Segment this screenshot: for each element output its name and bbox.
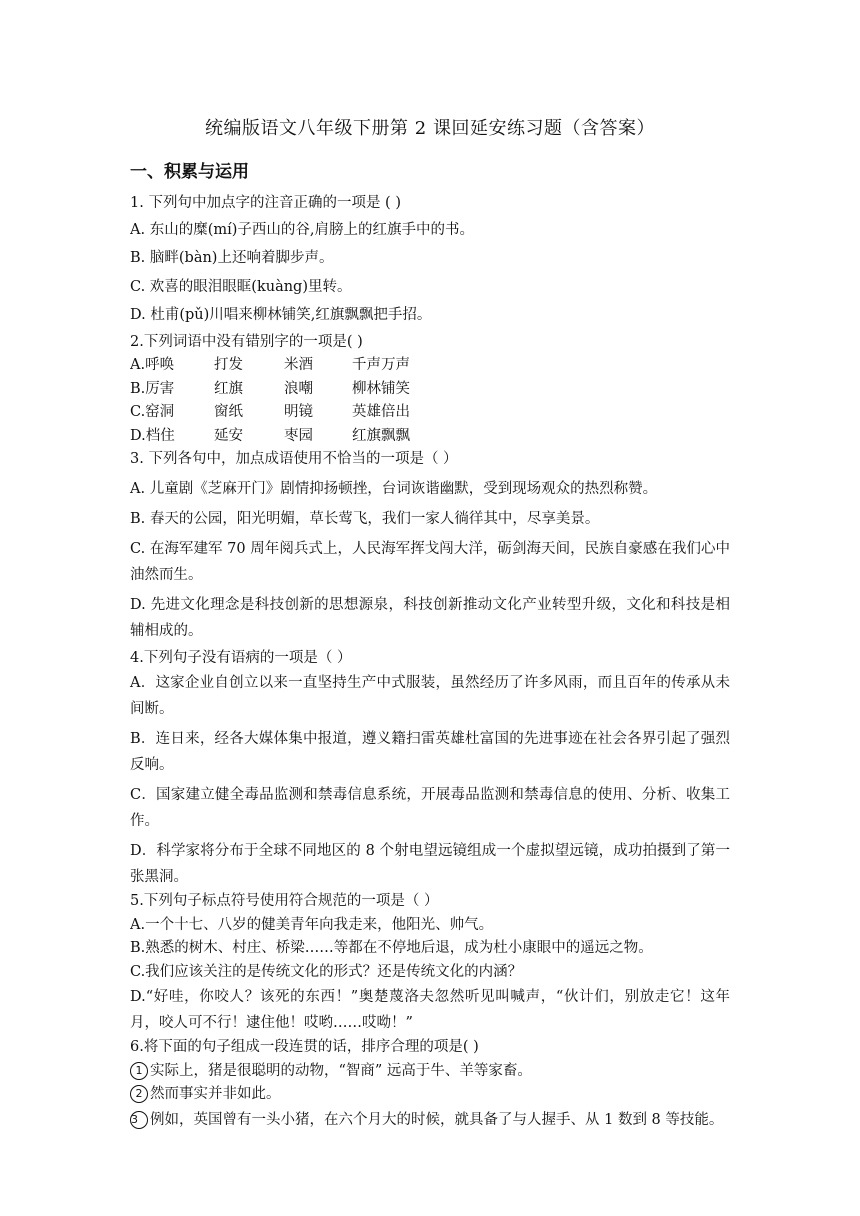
circled-number: 3 [130, 1111, 148, 1129]
question-6-item [130, 1083, 730, 1107]
option-word: C.窑洞 [130, 404, 175, 420]
question-5-option-b: B.熟悉的树木、村庄、桥梁……等都在不停地后退，成为杜小康眼中的遥远之物。 [130, 940, 653, 956]
question-2-stem: 2.下列词语中没有错别字的一项是( ) [130, 333, 363, 350]
question-3-option-d: D. 先进文化理念是科技创新的思想源泉，科技创新推动文化产业转型升级，文化和科技是相辅相成的。 [130, 596, 730, 639]
option-word: 米酒 [284, 357, 313, 373]
option-word: A.呼唤 [130, 357, 175, 373]
question-4-option-d: D．科学家将分布于全球不同地区的 8 个射电望远镜组成一个虚拟望远镜，成功拍摄到了第一张黑洞。 [130, 843, 730, 885]
question-5-option-c: C.我们应该关注的是传统文化的形式？还是传统文化的内涵？ [130, 963, 523, 980]
question-2-option-d [130, 425, 730, 449]
question-1-stem: 1. 下列句中加点字的注音正确的一项是 ( ) [130, 195, 401, 211]
question-6-item-text: 实际上，猪是很聪明的动物，“智商” 远高于牛、羊等家畜。 [150, 1062, 532, 1079]
question-6 [130, 1036, 730, 1133]
question-3-option-b: B. 春天的公园，阳光明媚，草长莺飞，我们一家人徜徉其中，尽享美景。 [130, 510, 600, 527]
option-word: 浪嘲 [284, 380, 313, 397]
question-2-option-a [130, 354, 730, 378]
option-word: 红旗飘飘 [352, 427, 410, 444]
question-3 [130, 448, 730, 644]
option-word: 明镜 [284, 404, 313, 420]
option-word: 柳林铺笑 [352, 380, 410, 397]
option-word: 英雄倍出 [352, 404, 410, 420]
question-2-option-b [130, 378, 730, 402]
question-2 [130, 331, 730, 449]
page-title: 统编版语文八年级下册第 2 课回延安练习题（含答案） [205, 118, 655, 139]
question-1-option-b: B. 脑畔(bàn)上还响着脚步声。 [130, 250, 334, 266]
option-word: 千声万声 [352, 357, 410, 373]
question-5-option-d: D.“好哇，你咬人？该死的东西！”奥楚蔑洛夫忽然听见叫喊声，“伙计们，别放走它！这年月，咬人可不行！逮住他！哎哟……哎呦！” [130, 989, 730, 1031]
option-word: 窗纸 [214, 404, 243, 420]
question-6-stem: 6.将下面的句子组成一段连贯的话，排序合理的项是( ) [130, 1039, 479, 1055]
section-heading: 一、积累与运用 [130, 162, 249, 182]
option-word: D.档住 [130, 427, 175, 444]
question-5-option-a: A.一个十七、八岁的健美青年向我走来，他阳光、帅气。 [130, 916, 494, 933]
question-3-option-c: C. 在海军建军 70 周年阅兵式上，人民海军挥戈闯大洋，砺剑海天间，民族自豪感在我们心中油然而生。 [130, 540, 730, 583]
question-3-stem: 3. 下列各句中，加点成语使用不恰当的一项是（ ） [130, 451, 458, 467]
question-6-item [130, 1060, 730, 1084]
circled-number: 2 [130, 1085, 148, 1103]
circled-number: 1 [130, 1062, 148, 1080]
question-1 [130, 192, 730, 328]
question-4-stem: 4.下列句子没有语病的一项是（ ） [130, 649, 352, 666]
question-4 [130, 647, 730, 891]
question-4-option-b: B．连日来，经各大媒体集中报道，遵义籍扫雷英雄杜富国的先进事迹在社会各界引起了强烈反响。 [130, 731, 730, 773]
option-word: 枣园 [284, 427, 313, 444]
question-5 [130, 890, 730, 1036]
option-word: 延安 [214, 427, 243, 444]
question-4-option-c: C．国家建立健全毒品监测和禁毒信息系统，开展毒品监测和禁毒信息的使用、分析、收集工作。 [130, 787, 730, 829]
question-1-option-d: D. 杜甫(pǔ)川唱来柳林铺笑,红旗飘飘把手招。 [130, 307, 432, 323]
question-1-option-a: A. 东山的糜(mí)子西山的谷,肩膀上的红旗手中的书。 [130, 221, 474, 238]
question-list [130, 192, 730, 1133]
option-word: B.厉害 [130, 380, 175, 397]
question-3-option-a: A. 儿童剧《芝麻开门》剧情抑扬顿挫，台词诙谐幽默，受到现场观众的热烈称赞。 [130, 480, 658, 497]
question-4-option-a: A．这家企业自创立以来一直坚持生产中式服装，虽然经历了许多风雨，而且百年的传承从未间断。 [130, 675, 730, 717]
option-word: 红旗 [214, 380, 243, 397]
option-word: 打发 [214, 357, 243, 373]
question-2-option-c [130, 401, 730, 425]
question-6-item-text: 然而事实并非如此。 [150, 1086, 281, 1102]
question-6-item-text: 例如，英国曾有一头小猪，在六个月大的时候，就具备了与人握手、从 1 数到 8 等技能。 [150, 1111, 724, 1128]
question-6-item [130, 1107, 730, 1133]
question-1-option-c: C. 欢喜的眼泪眼眶(kuàng)里转。 [130, 278, 352, 295]
question-5-stem: 5.下列句子标点符号使用符合规范的一项是（ ） [130, 893, 439, 909]
